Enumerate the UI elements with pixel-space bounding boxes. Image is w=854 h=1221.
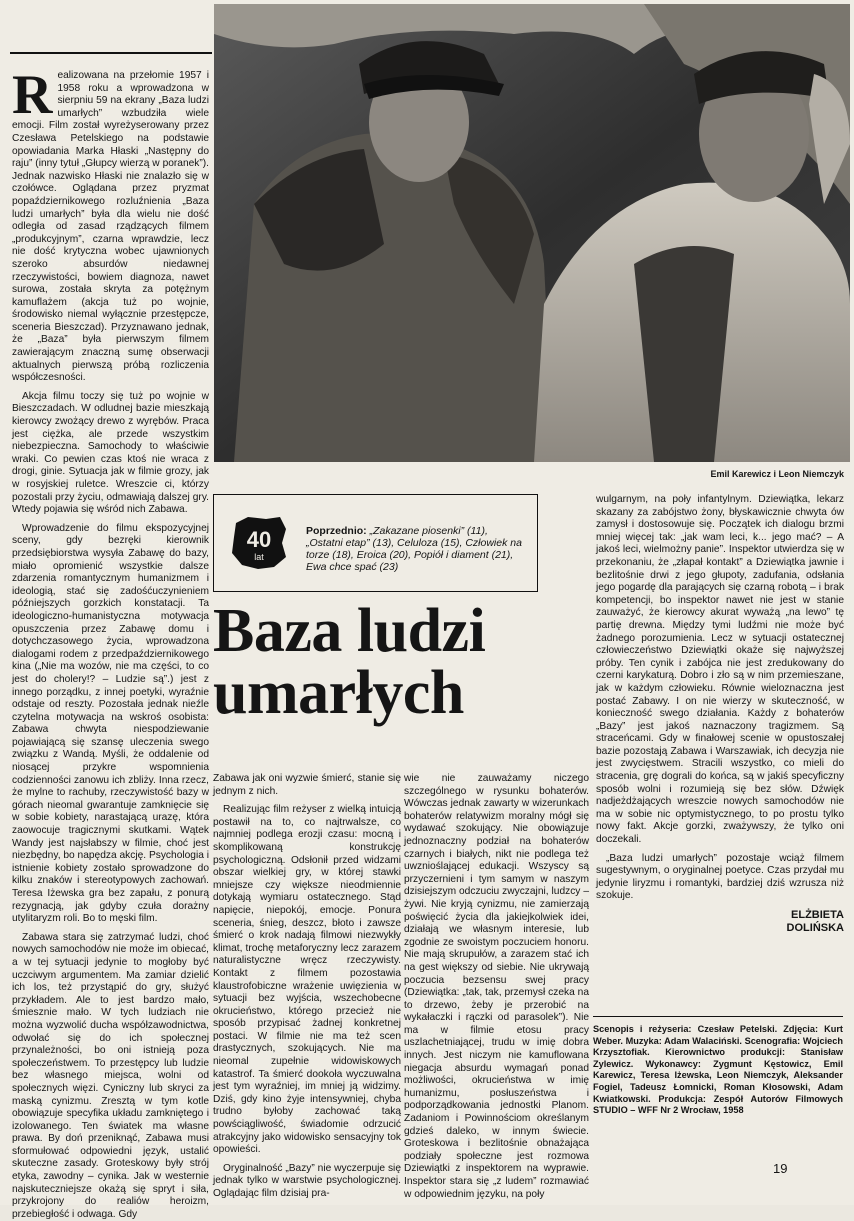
column-top-rule <box>10 52 212 54</box>
paragraph: Realizując film reżyser z wielką intuicją postawił na to, co najtrwalsze, co najmniej podlega erozji czasu: mocną i skomplikowaną konstrukcję psychologiczną. Odsłonił przed widzami obszar wielkiej gry, w której stawki mniejsze czy większe nieodmiennie dotykają wymiaru ostatecznego. Stąd napięcie, niepokój, emocje. Ponura sceneria, śnieg, deszcz, błoto i zawsze śmierć o krok nadają filmowi niezwykły klimat, trochę metaforyczny lecz zarazem naturalistyczne wręcz rzeczywisty. Kontakt z filmem pozostawia klaustrofobiczne wrażenie uwięzienia w sytuacji bez wyjścia, wszechobecne okrucieństwo, którego przecież nie sposób przypisać żadnej konkretnej postaci. W filmie nie ma też scen drastycznych, szokujących. Nie ma nieomal zupełnie widowiskowych katastrof. Ta śmierć dookoła wyczuwalna jest tym wyraźniej, im mniej ją widzimy. Dziś, gdy kino żyje intensywniej, chyba trudno byłoby zachować taką powściągliwość, świadomie odrzucić atrakcyjny jako widowisko sensacyjny tok opowieści. <box>213 804 401 1156</box>
page-number: 19 <box>773 1161 788 1176</box>
paragraph: Zabawa jak oni wyzwie śmierć, stanie się jednym z nich. <box>213 773 401 797</box>
forty-years-logo <box>228 513 290 573</box>
previous-list: „Zakazane piosenki” (11), „Ostatni etap” (13), Celuloza (15), Człowiek na torze (18), Eroica (20), Popiół i diament (21), Ewa chce spać (23) <box>306 525 522 573</box>
headline-line-1: Baza ludzi <box>213 597 486 665</box>
logo-number: 40 <box>246 527 272 552</box>
lead-paragraph: Realizowana na przełomie 1957 i 1958 roku a wprowadzona w sierpniu 59 na ekrany „Baza ludzi umarłych” wzbudziła wiele emocji. Film został wyreżyserowany przez Czesława Petelskiego na podstawie opowiadania Marka Hłaski „Następny do raju” (inny tytuł „Głupcy wierzą w poranek”). Jednak nazwisko Hłaski nie znalazło się w czołówce. Oglądana przez pryzmat popaździernikowego rozluźnienia „Baza ludzi umarłych” była dla wielu nie dość odległa od zasad rządzących filmem „produkcyjnym”, czarna wprawdzie, lecz nie dość krytyczna wobec ujawnionych szeroko absurdów niedawnej rzeczywistości, bowiem diagnoza, nawet surowa, została skryta za potężnym kamuflażem (akcja tuż po wojnie, środowisko niemal wyłącznie przestępcze, sceneria Bieszczad). Przyznawano jednak, że „Baza” była pierwszym filmem zawierającym znaczną sumę obserwacji aktualnych pierwszą próbą rozliczenia współczesności. <box>12 64 209 384</box>
paragraph: Akcja filmu toczy się tuż po wojnie w Bieszczadach. W odludnej bazie mieszkają kierowcy zwożący drewo z wyrębów. Praca jest ciężka, ale przede wszystkim niebezpieczna. Samochody to właściwie wraki. Co pewien czas ktoś nie wraca z drogi, ginie. Sytuacja jak w filmie grozy, jak w rosyjskiej ruletce. Wreszcie ci, którzy pozostali przy życiu, odmawiają dalszej gry. Wtedy pojawia się wśród nich Zabawa. <box>12 390 209 516</box>
logo-word: lat <box>254 552 264 562</box>
article-column-2 <box>213 773 401 1199</box>
paragraph: Oryginalność „Bazy” nie wyczerpuje się jednak tylko w warstwie psychologicznej. Oglądając film dzisiaj pra- <box>213 1162 401 1199</box>
credits-rule <box>593 1016 843 1017</box>
headline-line-2: umarłych <box>213 659 464 727</box>
poland-map-icon <box>228 513 290 573</box>
paragraph: Wprowadzenie do filmu ekspozycyjnej sceny, gdy bezręki kierownik przedsiębiorstwa wysyła Zabawę do bazy, miało opromienić wszystkie dalsze zdarzenia romantycznym humanizmem i ideologią, stać się zadośćuczynieniem późniejszych gorzkich konstatacji. Ta ideologiczno-humanistyczna motywacja opuszczenia przez Zabawę domu i dotychczasowego życia, wprowadzona dialogami rodem z przedpaździernikowego kina („Nie ma wozów, nie ma części, to co jest do cholery!? – Ludzie są”.) jest z innego porządku, z innej poetyki, wyraźnie odstaje od reszty. Pozostała jednak nieźle czytelna motywacja na wskroś osobista: Zabawa chwyta niespodziewanie pojawiającą się szansę uleczenia swego związku z Wandą. Myśli, że oddalenie od niosącej przykre wspomnienia codzienności zanowu ich zbliży. Inna rzecz, że mylne to rachuby, rzeczywistość bazy w górach nieomal gwarantuje zamknięcie się w sobie kobiety, narastającą urazę, która zaowocuje tragicznymi skutkami. Wątek Wandy jest najsłabszy w filmie, choć jest niezbędny, bo napędza akcję. Psychologia i istnienie kobiety zostało sprowadzone do kilku znaków i stereotypowych zachowań. Teresa Iżewska gra bez zapału, z ponurą rezygnacją, jak gdyby czuła dorażny utylitaryzm roli. Bo to męski film. <box>12 522 209 925</box>
film-still-photo <box>214 4 850 462</box>
film-still-image <box>214 4 850 462</box>
article-headline <box>213 597 543 727</box>
paragraph: „Baza ludzi umarłych” pozostaje wciąż filmem sugestywnym, o oryginalnej poetyce. Czas przydał mu jedynie liryzmu i romantyki, bardziej dziś wzrusza niż szokuje. <box>596 852 844 902</box>
paragraph: Zabawa stara się zatrzymać ludzi, choć nowych samochodów nie może im obiecać, a w tej sytuacji jedynie to mogłoby być uczciwym argumentem. Ma zamiar dzielić ich los, też przystąpić do gry, służyć przykładem. Ale to jest bardzo mało, śmiesznie mało. W tych ludziach nie można wyzwolić ducha współzawodnictwa, odwołać się do ich społecznej przynależności, bo oni istnieją poza społeczeństwem. To przestępcy lub ludzie bez własnego miejsca, wolni od społecznych więzi. Cyniczny lub skryci za maską cynizmu. Zresztą w tym kotle obowiązuje specyfika układu zamkniętego i izolowanego. Ten światek ma własne prawa. By doń przeniknąć, Zabawa musi sformułować odpowiedni język, ustalić skuteczne zasady. Groteskowy były strój etyka, zawodny – cynika. Jak w westernie najskuteczniejsze okażą się spryt i siła, przykrojony do realiów heroizm, przebiegłość i odwaga. Gdy <box>12 931 209 1220</box>
photo-caption: Emil Karewicz i Leon Niemczyk <box>710 469 844 479</box>
film-credits: Scenopis i reżyseria: Czesław Petelski. Zdjęcia: Kurt Weber. Muzyka: Adam Walaciński. Scenografia: Wojciech Krzysztofiak. Kierownictwo produkcji: Stanisław Zylewicz. Wykonawcy: Zygmunt Kęstowicz, Emil Karewicz, Teresa Iżewska, Leon Niemczyk, Aleksander Fogiel, Tadeusz Łomnicki, Roman Kłosowski, Adam Kwiatkowski. Produkcja: Zespół Autorów Filmowych STUDIO – WFF Nr 2 Wrocław, 1958 <box>593 1024 843 1116</box>
series-box <box>213 494 538 592</box>
article-column-1 <box>12 64 209 1220</box>
article-column-4 <box>596 494 844 1010</box>
previous-label: Poprzednio: <box>306 525 367 537</box>
author-signature: ELŻBIETA DOLIŃSKA <box>786 909 844 934</box>
previous-episodes <box>306 525 526 573</box>
article-column-3 <box>404 773 589 1200</box>
paragraph: wulgarnym, na poły infantylnym. Dziewiątka, lekarz skazany za zabójstwo żony, błyskawicznie chwyta ów zamysł i dostosowuje się. Początek ich dialogu brzmi mniej więcej tak: „jak wam leci, k... jego mać? – A jakoś leci, wielmożny panie”. Inspektor utwierdza się w przekonaniu, że „złapał kontakt” a Dziewiątka jawnie i bezlitośnie drwi z jego głupoty, zadufania, odsłania jego pogardę dla parających się czarną robotą – i brak kompetencji, bo inspektor nawet nie jest w stanie zauważyć, że kierowcy akurat wyważą „na lewo” tę partię drewna. Między tymi ludźmi nie może być żadnego porozumienia. Lecz w sytuacji ostatecznej człowieczeństwo Dziewiątki okaże się najwyższej próby. Ten cynik i zabójca nie jest zredukowany do czerni karykaturą. Dobro i zło są w nim przemieszane, jak w każdym człowieku. Równie wieloznaczna jest postać Zabawy. I on nie wierzy w skuteczność, w konieczność swego działania. Każdy z bohaterów „Bazy” jest jakoś naznaczony tragizmem. Są straceńcami. Gdy w finałowej scenie w opustoszałej bazie pozostają Zabawa i Warszawiak, ich decyzja nie jest zwycięstwem. Stracili wszystko, co mieli do stracenia, grę dograli do końca, są w jakiś specyficzny sposób wolni i rozumieją się bez słów. Dźwięk nadjeżdżających wreszcie nowych samochodów nie ma w sobie nic optymistycznego, to po prostu tylko nowy fakt. Akcje gorzki, zważywszy, że tylko oni doczekali. <box>596 494 844 846</box>
paragraph: wie nie zauważamy niczego szczególnego w rysunku bohaterów. Wówczas jednak zawarty w wizerunkach bohaterów relatywizm moralny mógł się wydawać szokujący. Nie obowiązuje jednoznaczny podział na bohaterów czarnych i białych, nikt nie podlega też uwznioślającej edukacji. Wszyscy są przyczernieni i tym samym w naszym dzisiejszym odczuciu zwyczajni, ludzcy – żywi. Nie kryją cynizmu, nie zamierzają poświęcić życia dla jakiejkolwiek idei, działają we własnym interesie, lub zgodnie ze swoistym poczuciem honoru. Nie mają skrupułów, a zarazem stać ich na gest większy od siebie. Nie ukrywają poczucia bezsensu swej pracy (Dziewiątka: „tak, tak, przemysł czeka na to drzewo, żeby je przerobić na wykałaczki i rączki od parasolek”). Nie ma w filmie etosu pracy uszlachetniającej, trudu w imię dobra innych. Jest niczym nie kamuflowana niegacja absurdu wymagań ponad możliwości, okrucieństwa w imię humanizmu, posłuszeństwa i podporządkowania jednostki Planom. Zadaniom i Powinnościom określanym gdzieś daleko, w innym świecie. Groteskowa i bezlitośnie obnażająca podziały społeczne jest rozmowa Dziewiątki z inspektorem na wyprawie. Inspektor stara się „z ludem” rozmawiać w odpowiednim języku, na poły <box>404 773 589 1200</box>
drop-cap: R <box>12 64 53 126</box>
